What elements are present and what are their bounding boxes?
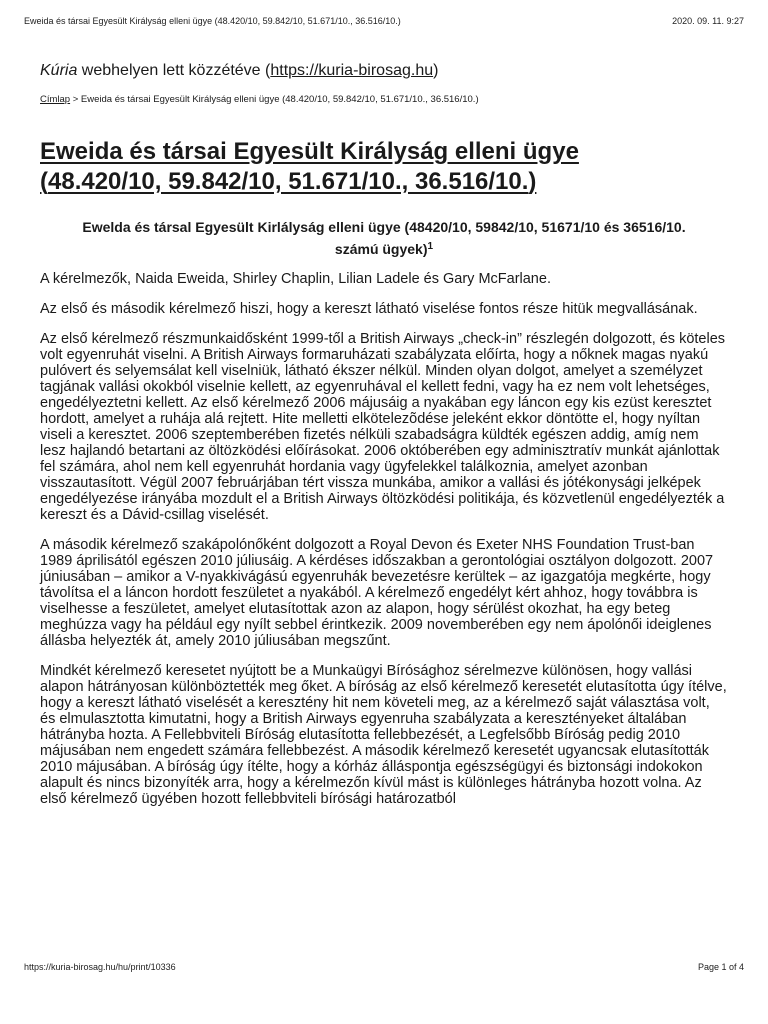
page-number: Page 1 of 4 bbox=[697, 962, 744, 972]
title-line-2: 48.420/10, 59.842/10, 51.671/10., 36.516/10. bbox=[48, 168, 529, 195]
site-link[interactable]: https://kuria-birosag.hu bbox=[270, 62, 434, 79]
published-line: Kúria webhelyen lett közzétéve (https://kuria-birosag.hu) bbox=[40, 62, 439, 79]
title-line-1: Eweida és társai Egyesült Királyság elleni ügye bbox=[40, 138, 579, 165]
print-footer bbox=[24, 962, 744, 972]
paragraph: Az első és második kérelmező hiszi, hogy a kereszt látható viselése fontos része hitük megvallásának. bbox=[40, 301, 698, 317]
paragraph: Az első kérelmező részmunkaidősként 1999-től a British Airways „check-in” részlegén dolgozott, és köteles volt egyenruhát viselni. A British Airways formaruházati szabályzata előírta, hogy a nőknek magas nyakú pulóvert és selyemsálat kell viselniük, látható ékszer nélkül. Minden olyan dolgot, amelyet a személyzet tagjának vallási okokból viselnie kellett, az egyenruhával el kellett fedni, vagy ha ez nem volt lehetséges, engedélyeztetni kellett. Az első kérelmező 2006 májusáig a nyakában egy láncon egy kis ezüst keresztet hordott, amelyet a ruhája alá rejtett. Hite melletti elkötelezõdése jeleként ekkor döntötte el, hogy nyíltan viseli a keresztet. 2006 szeptemberében fizetés nélküli szabadságra küldték egészen addig, amíg nem lesz hajlandó betartani az öltözködési előírásokat. 2006 októberében egy adminisztratív munkát ajánlottak fel számára, ahol nem kell egyenruhát hordania vagy ügyfelekkel találkoznia, amelyet azonban visszautasított. Végül 2007 februárjában tért vissza munkába, amikor a vallási és jótékonysági jelképek engedélyezése irányába mozdult el a British Airways öltözködési politikája, és közvetlenül engedélyezték a kereszt és a Dávid-csillag viselését. bbox=[40, 331, 726, 523]
document-content bbox=[40, 62, 728, 821]
case-subtitle: Ewelda és társal Egyesült Kirlályság elleni ügye (48420/10, 59842/10, 51671/10 és 36516/10. számú ügyek)$^1$ bbox=[82, 219, 686, 257]
page-title[interactable]: Eweida és társai Egyesült Királyság elleni ügye (48.420/10, 59.842/10, 51.671/10., 36.516/10.) bbox=[40, 138, 579, 195]
breadcrumb-current: Eweida és társai Egyesült Királyság elleni ügye (48.420/10, 59.842/10, 51.671/10., 36.516/10.) bbox=[80, 94, 479, 105]
paragraph: A második kérelmező szakápolónőként dolgozott a Royal Devon és Exeter NHS Foundation Trust-ban 1989 áprilisától egészen 2010 júliusáig. A kérdéses időszakban a gerontológiai osztályon dolgozott. 2007 júniusában – amikor a V-nyakkivágású egyenruhák bevezetésre kerültek – az igazgatója megkérte, hogy távolítsa el a láncon hordott feszületet a nyakából. A kérelmező engedélyt kért ahhoz, hogy továbbra is viselhesse a feszületet, amelyet elutasítottak azon az alapon, hogy sérülést okozhat, ha egy beteg meghúzza vagy ha például egy nyílt sebbel érintkezik. 2009 novemberében egy nem ápolónői ideiglenes állásba helyezték át, amely 2010 júliusában megszűnt. bbox=[40, 537, 714, 649]
print-footer-url: https://kuria-birosag.hu/hu/print/10336 bbox=[24, 962, 176, 972]
breadcrumb: Címlap > Eweida és társai Egyesült Királyság elleni ügye (48.420/10, 59.842/10, 51.671/10., 36.516/10.) bbox=[40, 94, 479, 105]
paragraph: Mindkét kérelmező keresetet nyújtott be a Munkaügyi Bírósághoz sérelmezve különösen, hogy vallási alapon hátrányosan különböztették meg őket. A bíróság az első kérelmező keresetét elutasította úgy ítélve, hogy a kereszt látható viselését a keresztény hit nem követeli meg, az a kérelmező saját választása volt, és elmulasztotta kimutatni, hogy a British Airways egyenruha szabályzata a keresztényeket általában hátrányba hozta. A Fellebbviteli Bíróság elutasította fellebbezését, a Legfelsőbb Bíróság pedig 2010 májusában nem engedett számára fellebbezést. A második kérelmező keresetét ugyancsak elutasították 2010 májusában. A bíróság úgy ítélte, hogy a kórház álláspontja egészségügyi és biztonsági indokokon alapult és nincs bizonyíték arra, hogy a kérelmezőn kívül mást is különleges hátrányba hozott volna. Az első kérelmező ügyében hozott fellebbviteli bírósági határozatból bbox=[40, 663, 727, 807]
published-text: webhelyen lett közzétéve ( bbox=[77, 62, 271, 79]
site-name: Kúria bbox=[40, 62, 78, 79]
breadcrumb-home-link[interactable]: Címlap bbox=[40, 94, 71, 105]
print-header bbox=[24, 16, 744, 26]
print-header-title: Eweida és társai Egyesült Királyság elleni ügye (48.420/10, 59.842/10, 51.671/10., 36.516/10.) bbox=[24, 16, 401, 26]
paragraph: A kérelmezők, Naida Eweida, Shirley Chaplin, Lilian Ladele és Gary McFarlane. bbox=[40, 271, 551, 287]
print-header-datetime: 2020. 09. 11. 9:27 bbox=[672, 16, 744, 26]
footnote-marker[interactable]: 1 bbox=[427, 241, 434, 252]
